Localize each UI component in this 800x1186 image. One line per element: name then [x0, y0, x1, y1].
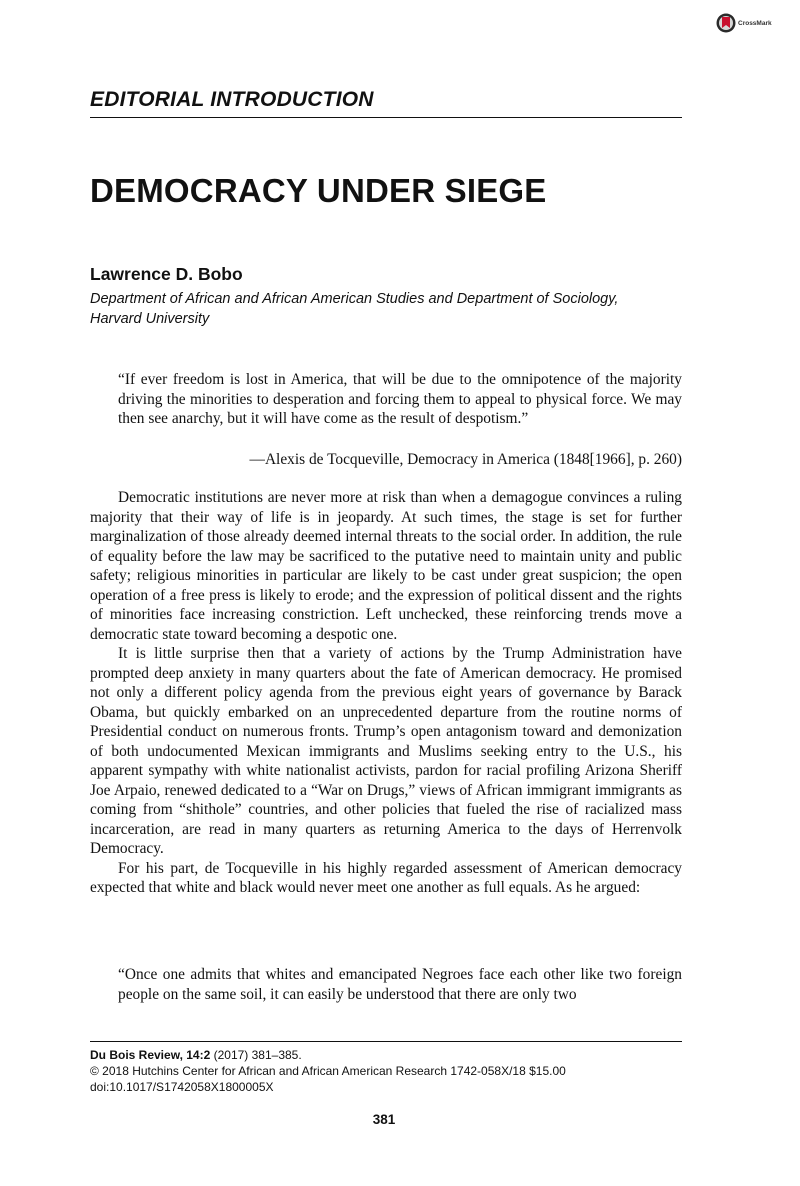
body-paragraph: It is little surprise then that a variety of actions by the Trump Administration have prompted deep anxiety in many quarters about the fate of American democracy. He promised not only a different policy agenda from the previous eight years of governance by Barack Obama, but quickly embarked on an unprecedented departure from the routine norms of Presidential conduct on numerous fronts. Trump’s open antagonism toward and demonization of both undocumented Mexican immigrants and Muslims seeking entry to the U.S., his apparent sympathy with white nationalist activists, pardon for racial profiling Arizona Sheriff Joe Arpaio, renewed dedicated to a “War on Drugs,” views of African immigrant immigrants as coming from “shithole” countries, and other policies that fueled the rise of racialized mass incarceration, are read in many quarters as returning America to the days of Herrenvolk Democracy.: [90, 645, 682, 857]
affiliation-line: Department of African and African American Studies and Department of Sociology,: [90, 291, 619, 307]
body-paragraph: For his part, de Tocqueville in his highly regarded assessment of American democracy expected that white and black would never meet one another as full equals. As he argued:: [90, 859, 682, 896]
crossmark-label: CrossMark: [738, 19, 772, 27]
article-body: [90, 488, 682, 898]
journal-details: (2017) 381–385.: [210, 1048, 302, 1062]
affiliation-line: Harvard University: [90, 310, 210, 327]
epigraph-attribution: —Alexis de Tocqueville, Democracy in America (1848[1966], p. 260): [249, 451, 682, 468]
body-paragraph: Democratic institutions are never more at risk than when a demagogue convinces a ruling majority that their way of life is in jeopardy. At such times, the stage is set for further marginalization of those already deemed internal threats to the social order. In addition, the rule of equality before the law may be sacrificed to the putative need to maintain unity and public safety; religious minorities in particular are likely to be cast under great suspicion; the open operation of a free press is likely to erode; and the expression of political dissent and the rights of minorities face increasing constriction. Left unchecked, these reinforcing trends move a democratic state toward becoming a despotic one.: [90, 489, 682, 643]
epigraph-quote: [118, 370, 682, 429]
copyright-line: © 2018 Hutchins Center for African and African American Research 1742-058X/18 $15.00: [90, 1064, 566, 1078]
journal-citation: [90, 1047, 566, 1063]
journal-name: Du Bois Review, 14:2: [90, 1048, 211, 1062]
doi-link[interactable]: doi:10.1017/S1742058X1800005X: [90, 1080, 274, 1094]
epigraph-text: “If ever freedom is lost in America, that will be due to the omnipotence of the majority driving the minorities to desperation and forcing them to appeal to physical force. We may then see anarchy, but it will have come as the result of despotism.”: [118, 371, 682, 427]
page-number: 381: [372, 1112, 396, 1127]
section-label: EDITORIAL INTRODUCTION: [90, 88, 374, 111]
block-quote-text: “Once one admits that whites and emancipated Negroes face each other like two foreign people on the same soil, it can easily be understood that there are only two: [118, 966, 682, 1003]
crossmark-badge[interactable]: [716, 12, 780, 34]
block-quote: [118, 965, 682, 1004]
author-name: Lawrence D. Bobo: [90, 264, 243, 284]
crossmark-icon: [716, 13, 736, 33]
footer: [90, 1047, 566, 1095]
author-affiliation: [90, 290, 690, 329]
footer-divider: [90, 1041, 682, 1042]
section-divider: [90, 117, 682, 118]
article-title: DEMOCRACY UNDER SIEGE: [90, 172, 547, 209]
